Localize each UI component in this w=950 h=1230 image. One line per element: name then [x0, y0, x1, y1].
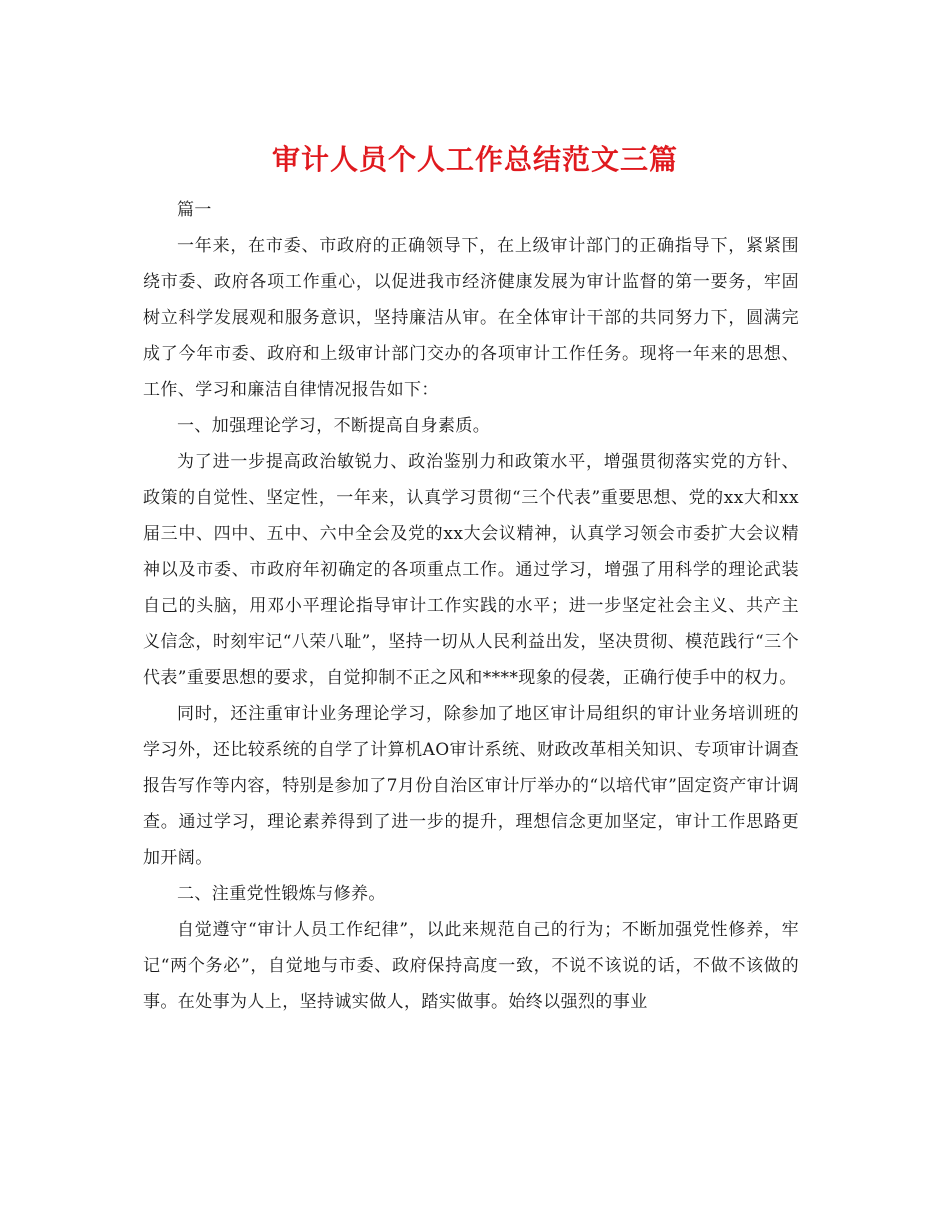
- document-title: 审计人员个人工作总结范文三篇: [271, 143, 678, 176]
- document-body: [143, 192, 799, 1020]
- paragraph-intro: 一年来，在市委、市政府的正确领导下，在上级审计部门的正确指导下，紧紧围绕市委、政府各项工作重心，以促进我市经济健康发展为审计监督的第一要务，牢固树立科学发展观和服务意识，坚持廉洁从审。在全体审计干部的共同努力下，圆满完成了今年市委、政府和上级审计部门交办的各项审计工作任务。现将一年来的思想、工作、学习和廉洁自律情况报告如下：: [143, 236, 799, 400]
- heading-party-spirit: 二、注重党性锻炼与修养。: [177, 884, 386, 904]
- section-label: 篇一: [177, 200, 212, 220]
- paragraph-theory-study: 为了进一步提高政治敏锐力、政治鉴别力和政策水平，增强贯彻落实党的方针、政策的自觉性、坚定性，一年来，认真学习贯彻“三个代表”重要思想、党的xx大和xx届三中、四中、五中、六中全会及党的xx大会议精神，认真学习领会市委扩大会议精神以及市委、市政府年初确定的各项重点工作。通过学习，增强了用科学的理论武装自己的头脑，用邓小平理论指导审计工作实践的水平；进一步坚定社会主义、共产主义信念，时刻牢记“八荣八耻”，坚持一切从人民利益出发，坚决贯彻、模范践行“三个代表”重要思想的要求，自觉抑制不正之风和****现象的侵袭，正确行使手中的权力。: [143, 452, 799, 688]
- heading-theory-study: 一、加强理论学习，不断提高自身素质。: [177, 416, 491, 436]
- paragraph-party-spirit: 自觉遵守“审计人员工作纪律”，以此来规范自己的行为；不断加强党性修养，牢记“两个务必”，自觉地与市委、政府保持高度一致，不说不该说的话，不做不该做的事。在处事为人上，坚持诚实做人，踏实做事。始终以强烈的事业: [143, 920, 799, 1012]
- paragraph-audit-training: 同时，还注重审计业务理论学习，除参加了地区审计局组织的审计业务培训班的学习外，还比较系统的自学了计算机AO审计系统、财政改革相关知识、专项审计调查报告写作等内容，特别是参加了7月份自治区审计厅举办的“以培代审”固定资产审计调查。通过学习，理论素养得到了进一步的提升，理想信念更加坚定，审计工作思路更加开阔。: [143, 704, 799, 868]
